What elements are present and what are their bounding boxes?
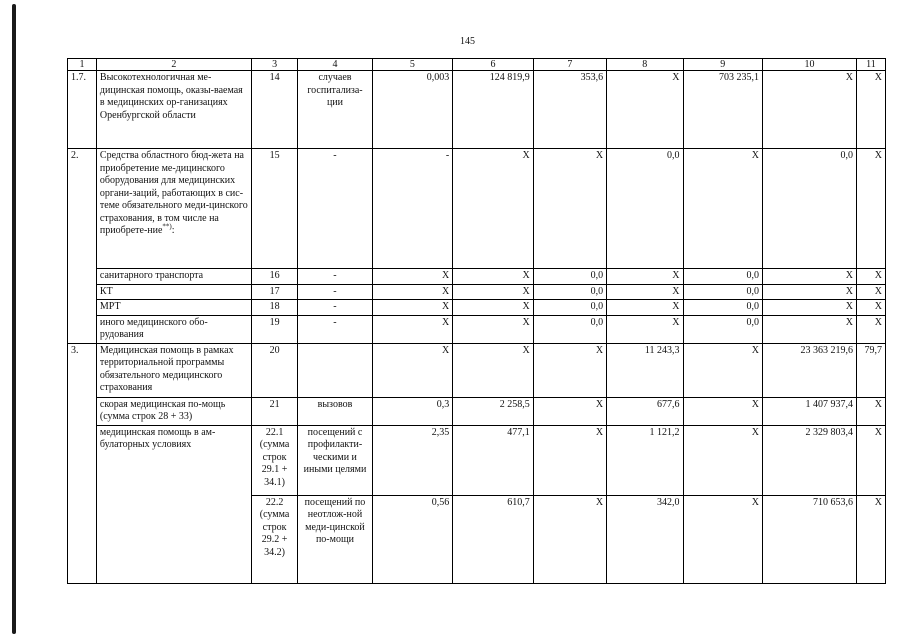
value-cell-col-7: Х xyxy=(533,495,606,583)
table-row xyxy=(68,425,886,495)
value-cell-col-5: Х xyxy=(372,300,453,316)
value-cell-col-6: 610,7 xyxy=(453,495,534,583)
value-cell-col-11: Х xyxy=(857,495,886,583)
value-cell-col-10: Х xyxy=(763,269,857,285)
column-header-7: 7 xyxy=(533,59,606,71)
value-cell-col-10: 2 329 803,4 xyxy=(763,425,857,495)
value-cell-col-9: 0,0 xyxy=(683,284,763,300)
value-cell-col-7: 0,0 xyxy=(533,300,606,316)
value-cell-col-6: 477,1 xyxy=(453,425,534,495)
value-cell-col-6: Х xyxy=(453,269,534,285)
row-unit-cell: - xyxy=(298,284,372,300)
row-name: МРТ xyxy=(99,301,121,312)
row-name: санитарного транспорта xyxy=(99,270,204,281)
row-name-cell xyxy=(96,149,251,269)
row-unit-cell: - xyxy=(298,269,372,285)
row-name-cell xyxy=(96,300,251,316)
value-cell-col-11: Х xyxy=(857,269,886,285)
header-row xyxy=(68,59,886,71)
value-cell-col-10: 0,0 xyxy=(763,149,857,269)
page-number: 145 xyxy=(460,36,475,47)
value-cell-col-5: 0,3 xyxy=(372,397,453,425)
value-cell-col-10: Х xyxy=(763,315,857,343)
column-header-6: 6 xyxy=(453,59,534,71)
table-row xyxy=(68,495,886,583)
value-cell-col-8: Х xyxy=(607,284,683,300)
value-cell-col-8: 1 121,2 xyxy=(607,425,683,495)
value-cell-col-8: Х xyxy=(607,315,683,343)
value-cell-col-6: Х xyxy=(453,284,534,300)
value-cell-col-9: Х xyxy=(683,397,763,425)
value-cell-col-9: Х xyxy=(683,425,763,495)
row-code-cell: 18 xyxy=(251,300,297,316)
row-unit-cell: посещений с профилакти-ческими и иными целями xyxy=(298,425,372,495)
row-number-cell xyxy=(68,495,97,583)
value-cell-col-7: Х xyxy=(533,343,606,397)
row-name-cell xyxy=(96,495,251,583)
row-number-cell xyxy=(68,269,97,285)
table-row xyxy=(68,149,886,269)
value-cell-col-11: Х xyxy=(857,149,886,269)
scan-left-edge xyxy=(12,4,16,634)
value-cell-col-9: Х xyxy=(683,343,763,397)
table-row xyxy=(68,300,886,316)
column-header-9: 9 xyxy=(683,59,763,71)
table-row xyxy=(68,269,886,285)
row-name-cell xyxy=(96,71,251,149)
row-name-cell xyxy=(96,315,251,343)
value-cell-col-9: 0,0 xyxy=(683,300,763,316)
value-cell-col-8: Х xyxy=(607,269,683,285)
table-row xyxy=(68,315,886,343)
column-header-2: 2 xyxy=(96,59,251,71)
row-code-cell: 19 xyxy=(251,315,297,343)
table-row xyxy=(68,284,886,300)
value-cell-col-10: Х xyxy=(763,300,857,316)
value-cell-col-9: 703 235,1 xyxy=(683,71,763,149)
row-number-cell xyxy=(68,300,97,316)
row-number-cell xyxy=(68,315,97,343)
table-row xyxy=(68,71,886,149)
row-unit-cell: случаев госпитализа-ции xyxy=(298,71,372,149)
value-cell-col-6: Х xyxy=(453,300,534,316)
value-cell-col-7: 0,0 xyxy=(533,284,606,300)
value-cell-col-11: Х xyxy=(857,397,886,425)
row-name: скорая медицинская по-мощь (сумма строк 28 + 33) xyxy=(99,398,226,422)
value-cell-col-9: Х xyxy=(683,495,763,583)
value-cell-col-11: Х xyxy=(857,71,886,149)
row-code-cell: 20 xyxy=(251,343,297,397)
row-unit-cell: - xyxy=(298,300,372,316)
row-unit-cell: - xyxy=(298,315,372,343)
value-cell-col-5: 0,003 xyxy=(372,71,453,149)
row-code-cell: 16 xyxy=(251,269,297,285)
row-code-cell: 21 xyxy=(251,397,297,425)
row-name: Высокотехнологичная ме-дицинская помощь, оказы-ваемая в медицинских ор-ганизациях Оренбургской области xyxy=(99,72,243,121)
value-cell-col-5: Х xyxy=(372,284,453,300)
row-code-cell: 15 xyxy=(251,149,297,269)
value-cell-col-5: 2,35 xyxy=(372,425,453,495)
value-cell-col-10: Х xyxy=(763,284,857,300)
column-header-10: 10 xyxy=(763,59,857,71)
row-name-cell xyxy=(96,425,251,495)
value-cell-col-5: - xyxy=(372,149,453,269)
value-cell-col-7: 0,0 xyxy=(533,269,606,285)
value-cell-col-6: 2 258,5 xyxy=(453,397,534,425)
value-cell-col-8: Х xyxy=(607,71,683,149)
column-header-1: 1 xyxy=(68,59,97,71)
value-cell-col-8: 0,0 xyxy=(607,149,683,269)
value-cell-col-10: 1 407 937,4 xyxy=(763,397,857,425)
row-unit-cell: - xyxy=(298,149,372,269)
value-cell-col-11: Х xyxy=(857,315,886,343)
value-cell-col-5: 0,56 xyxy=(372,495,453,583)
row-code-cell: 14 xyxy=(251,71,297,149)
column-header-8: 8 xyxy=(607,59,683,71)
row-name-footnote: **) xyxy=(162,222,172,231)
value-cell-col-6: Х xyxy=(453,149,534,269)
value-cell-col-5: Х xyxy=(372,315,453,343)
row-name: Медицинская помощь в рамках территориальной программы обязательного медицинского страхования xyxy=(99,344,234,393)
row-name: иного медицинского обо-рудования xyxy=(99,316,208,340)
row-name: медицинская помощь в ам-булаторных условиях xyxy=(99,426,216,450)
row-number-cell: 1.7. xyxy=(68,71,97,149)
value-cell-col-10: 23 363 219,6 xyxy=(763,343,857,397)
value-cell-col-8: Х xyxy=(607,300,683,316)
row-code-cell: 17 xyxy=(251,284,297,300)
value-cell-col-8: 11 243,3 xyxy=(607,343,683,397)
row-name: КТ xyxy=(99,285,113,297)
value-cell-col-9: Х xyxy=(683,149,763,269)
column-header-11: 11 xyxy=(857,59,886,71)
row-number-cell: 2. xyxy=(68,149,97,269)
value-cell-col-10: 710 653,6 xyxy=(763,495,857,583)
value-cell-col-7: 353,6 xyxy=(533,71,606,149)
document-table xyxy=(67,58,886,584)
value-cell-col-10: Х xyxy=(763,71,857,149)
row-number-cell: 3. xyxy=(68,343,97,397)
value-cell-col-9: 0,0 xyxy=(683,315,763,343)
row-unit-cell: посещений по неотлож-ной меди-цинской по-мощи xyxy=(298,495,372,583)
value-cell-col-7: Х xyxy=(533,149,606,269)
row-code-cell: 22.1 (сумма строк 29.1 + 34.1) xyxy=(251,425,297,495)
table-row xyxy=(68,343,886,397)
column-header-5: 5 xyxy=(372,59,453,71)
row-number-cell xyxy=(68,425,97,495)
row-name-cell xyxy=(96,343,251,397)
value-cell-col-6: Х xyxy=(453,343,534,397)
value-cell-col-5: Х xyxy=(372,343,453,397)
value-cell-col-11: Х xyxy=(857,300,886,316)
row-unit-cell xyxy=(298,343,372,397)
value-cell-col-6: Х xyxy=(453,315,534,343)
value-cell-col-8: 677,6 xyxy=(607,397,683,425)
value-cell-col-7: 0,0 xyxy=(533,315,606,343)
value-cell-col-8: 342,0 xyxy=(607,495,683,583)
row-name-cell xyxy=(96,269,251,285)
value-cell-col-11: 79,7 xyxy=(857,343,886,397)
table-row xyxy=(68,397,886,425)
row-name-cell xyxy=(96,284,251,300)
value-cell-col-7: Х xyxy=(533,397,606,425)
row-name: Средства областного бюд-жета на приобретение ме-дицинского оборудования для медицинских органи-заций, работающих в сис-теме обязательного меди-цинского страхования, в том числе на приобрете-ние xyxy=(99,150,248,236)
row-name-tail: : xyxy=(171,225,175,236)
value-cell-col-11: Х xyxy=(857,425,886,495)
value-cell-col-7: Х xyxy=(533,425,606,495)
column-header-4: 4 xyxy=(298,59,372,71)
row-number-cell xyxy=(68,284,97,300)
column-header-3: 3 xyxy=(251,59,297,71)
row-code-cell: 22.2 (сумма строк 29.2 + 34.2) xyxy=(251,495,297,583)
row-unit-cell: вызовов xyxy=(298,397,372,425)
row-number-cell xyxy=(68,397,97,425)
value-cell-col-5: Х xyxy=(372,269,453,285)
value-cell-col-11: Х xyxy=(857,284,886,300)
value-cell-col-6: 124 819,9 xyxy=(453,71,534,149)
row-name-cell xyxy=(96,397,251,425)
value-cell-col-9: 0,0 xyxy=(683,269,763,285)
